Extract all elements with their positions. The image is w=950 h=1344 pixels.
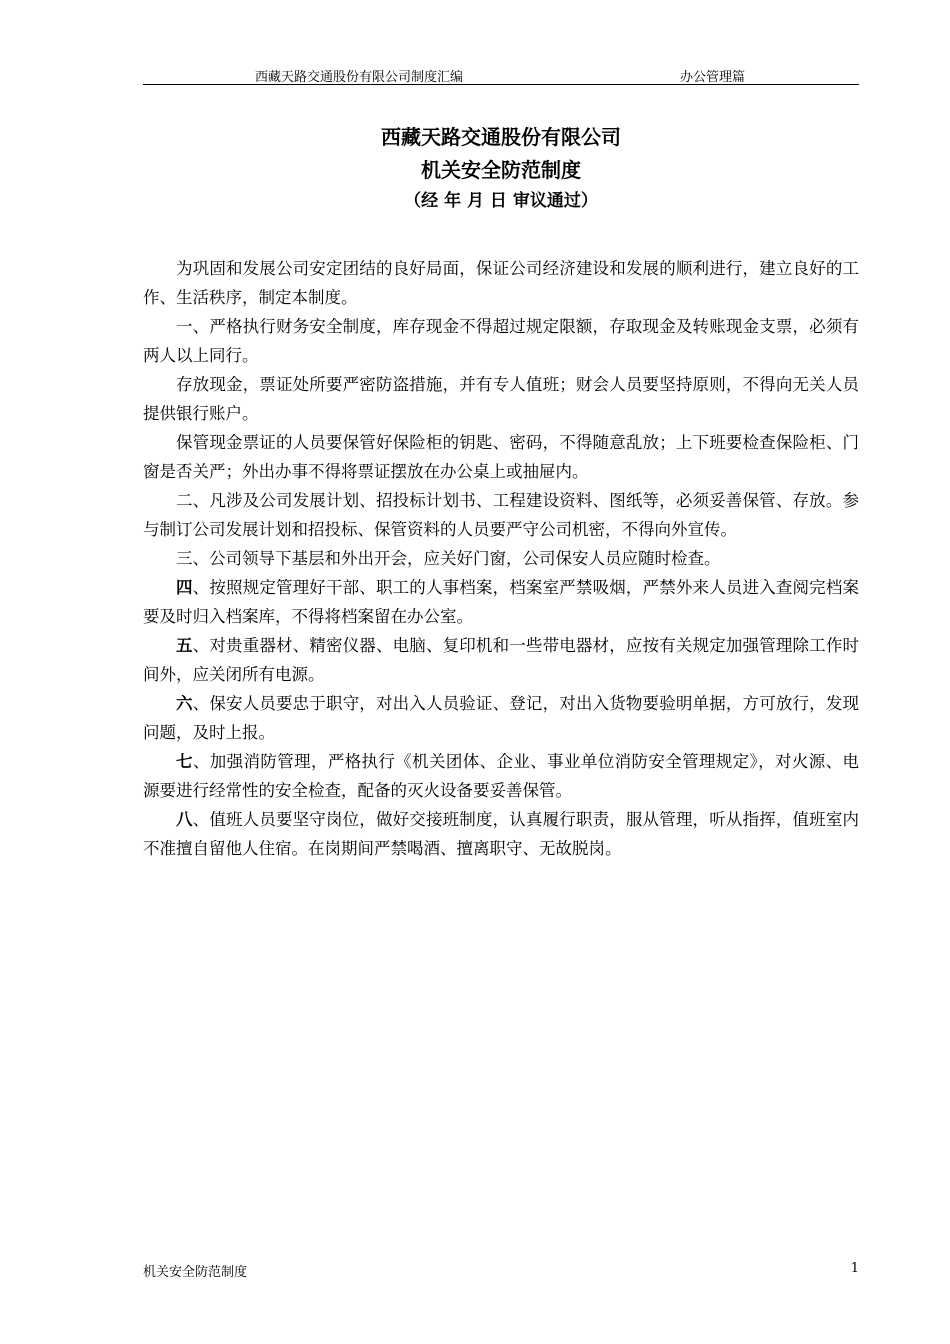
- paragraph: 为巩固和发展公司安定团结的良好局面，保证公司经济建设和发展的顺利进行，建立良好的工作、生活秩序，制定本制度。: [143, 259, 859, 307]
- paragraph: 四、按照规定管理好干部、职工的人事档案，档案室严禁吸烟，严禁外来人员进入查阅完档案要及时归入档案库，不得将档案留在办公室。: [143, 578, 860, 626]
- paragraph: 七、加强消防管理，严格执行《机关团体、企业、事业单位消防安全管理规定》，对火源、电源要进行经常性的安全检查，配备的灭火设备要妥善保管。: [143, 752, 860, 800]
- paragraph: 五、对贵重器材、精密仪器、电脑、复印机和一些带电器材，应按有关规定加强管理除工作时间外，应关闭所有电源。: [143, 636, 860, 684]
- approval-line: （经 年 月 日 审议通过）: [404, 191, 598, 211]
- company-title: 西藏天路交通股份有限公司: [381, 125, 621, 149]
- paragraph: 二、凡涉及公司发展计划、招投标计划书、工程建设资料、图纸等，必须妥善保管、存放。参与制订公司发展计划和招投标、保管资料的人员要严守公司机密，不得向外宣传。: [143, 491, 859, 539]
- footer-title: 机关安全防范制度: [143, 1265, 248, 1280]
- paragraph: 一、严格执行财务安全制度，库存现金不得超过规定限额，存取现金及转账现金支票，必须有两人以上同行。: [143, 317, 859, 365]
- paragraph: 三、公司领导下基层和外出开会，应关好门窗，公司保安人员应随时检查。: [176, 549, 721, 568]
- document-body: [143, 254, 859, 863]
- paragraph: 存放现金，票证处所要严密防盗措施，并有专人值班；财会人员要坚持原则，不得向无关人员提供银行账户。: [143, 375, 859, 423]
- page-number: 1: [850, 1261, 859, 1276]
- paragraph: 六、保安人员要忠于职守，对出入人员验证、登记，对出入货物要验明单据，方可放行，发现问题，及时上报。: [143, 694, 860, 742]
- paragraph: 保管现金票证的人员要保管好保险柜的钥匙、密码，不得随意乱放；上下班要检查保险柜、门窗是否关严；外出办事不得将票证摆放在办公桌上或抽屉内。: [143, 433, 859, 481]
- paragraph: 八、值班人员要坚守岗位，做好交接班制度，认真履行职责，服从管理，听从指挥，值班室内不准擅自留他人住宿。在岗期间严禁喝酒、擅离职守、无故脱岗。: [143, 810, 860, 858]
- page-header: [143, 64, 859, 85]
- title-block: [143, 122, 859, 215]
- header-right-text: 办公管理篇: [680, 70, 746, 85]
- header-left-text: 西藏天路交通股份有限公司制度汇编: [255, 70, 464, 85]
- document-title: 机关安全防范制度: [421, 158, 581, 182]
